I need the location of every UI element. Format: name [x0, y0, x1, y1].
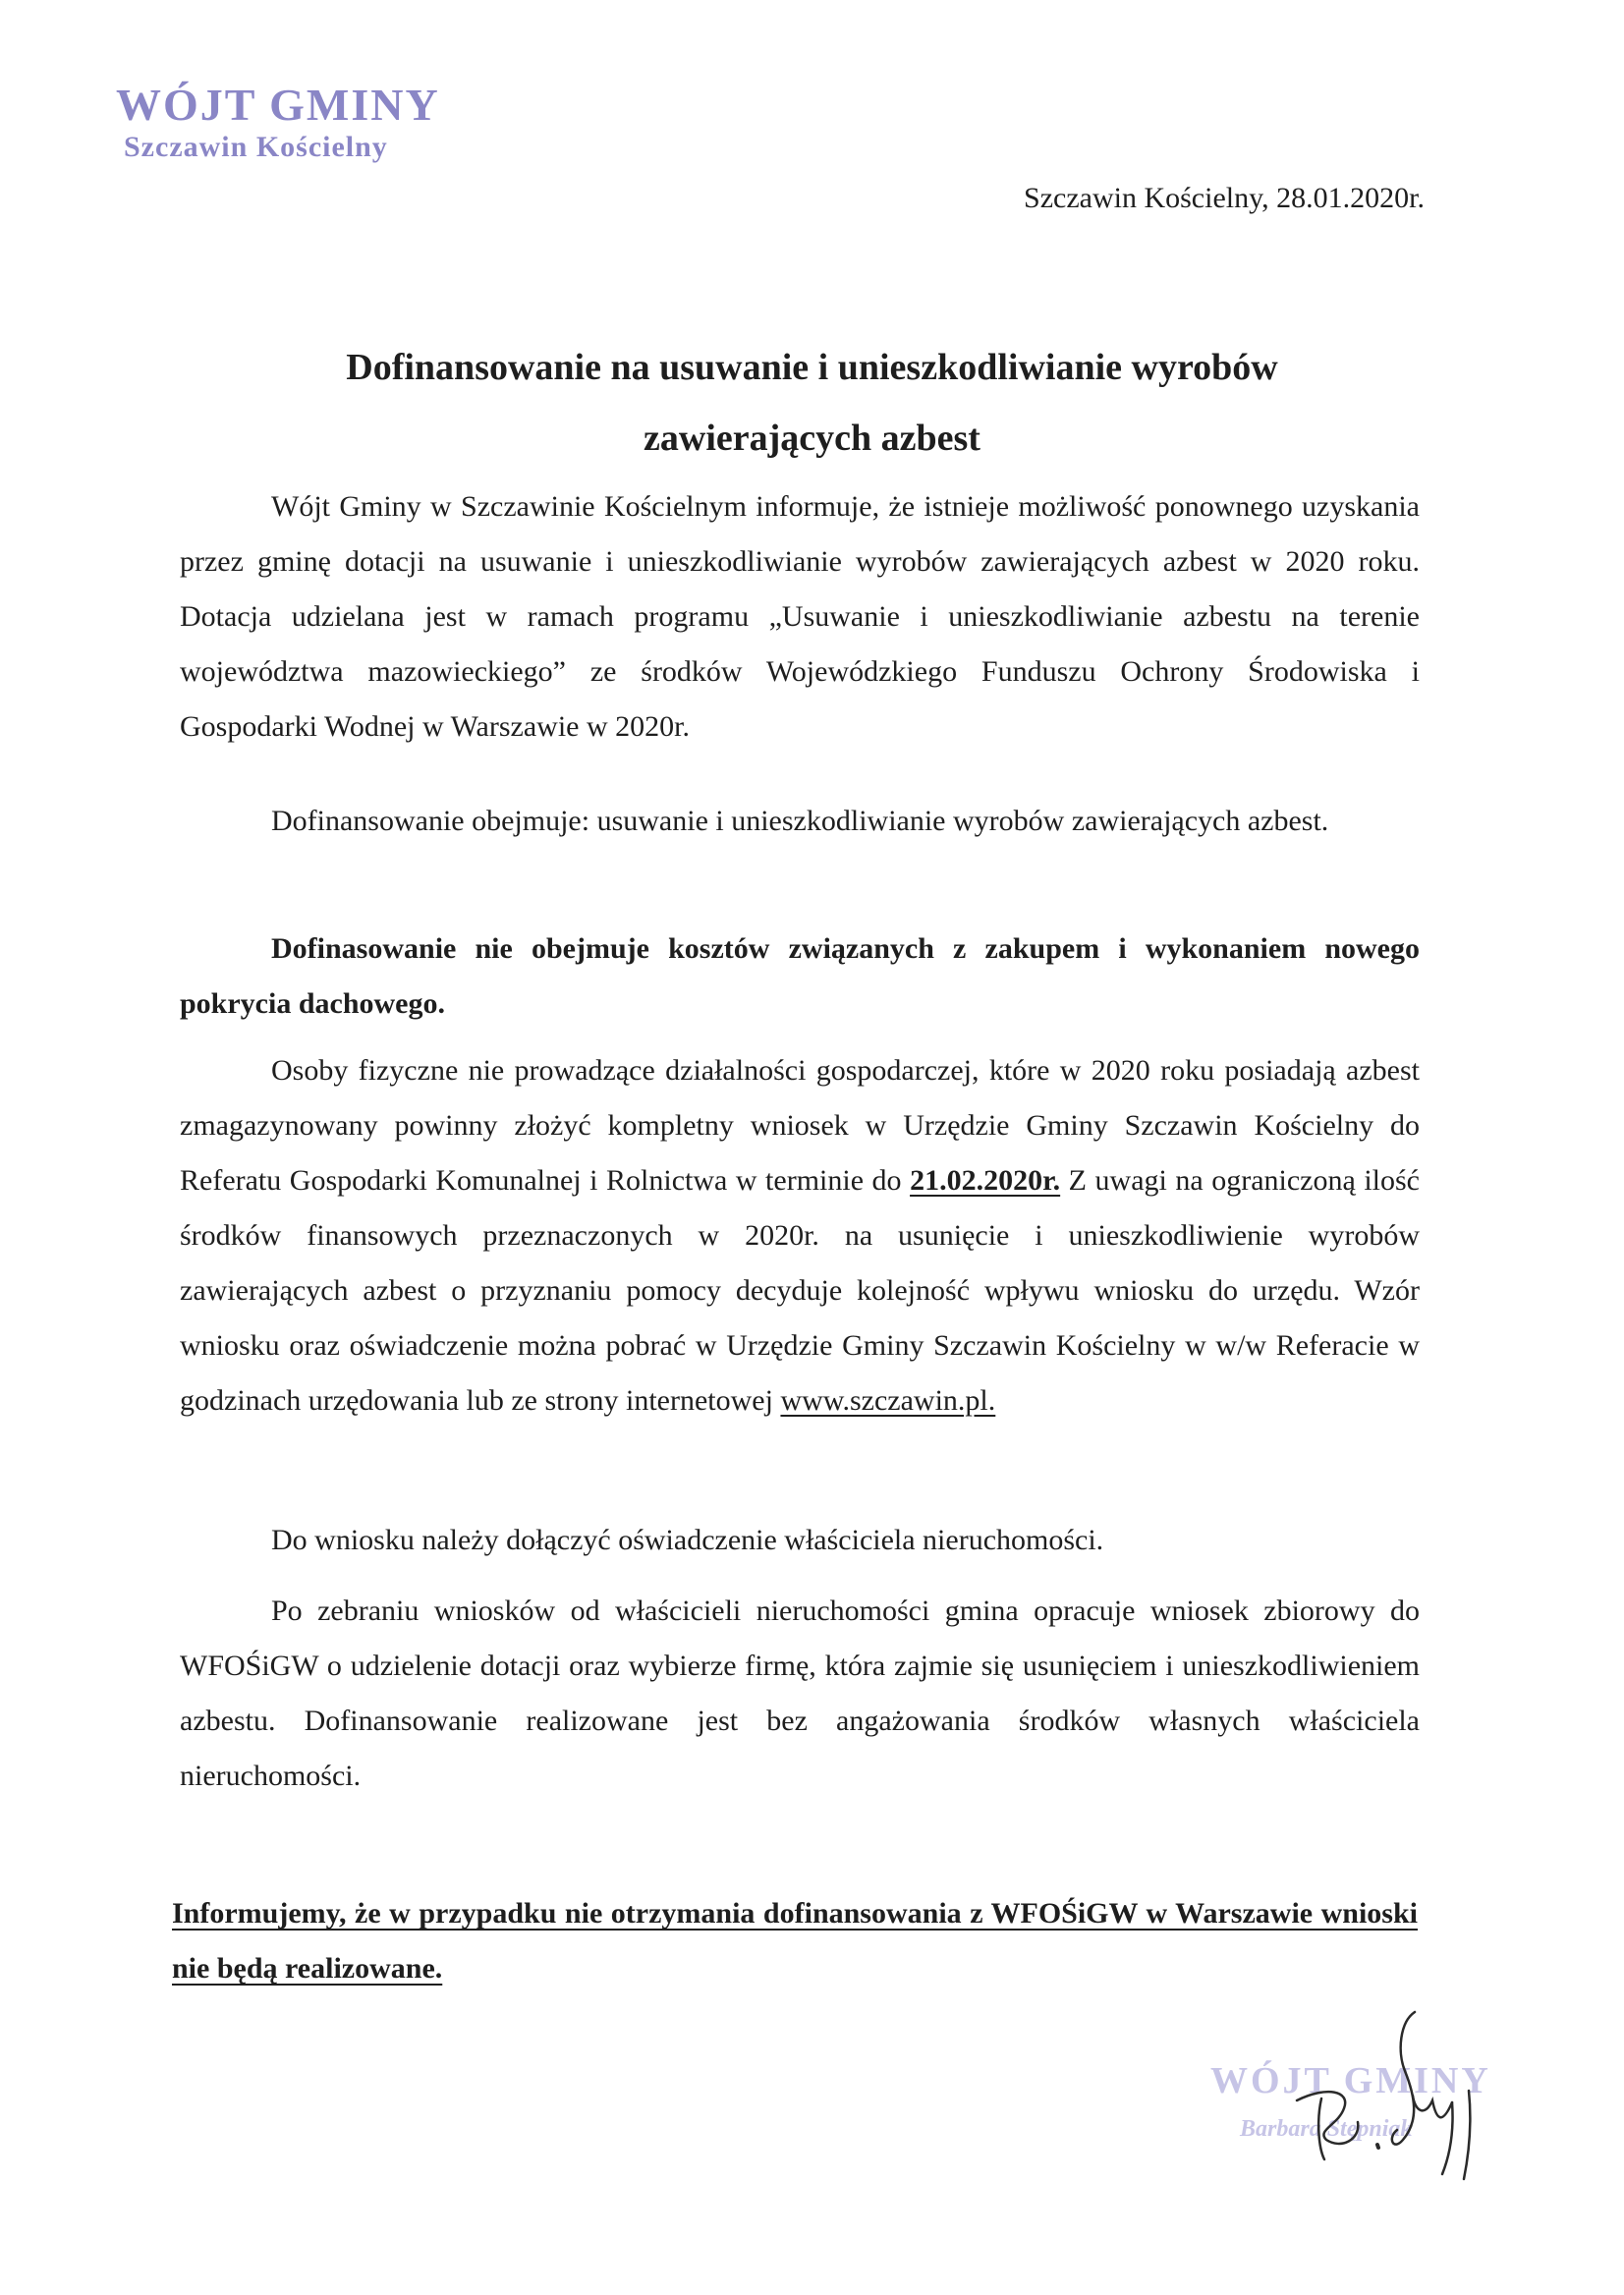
document-title [196, 332, 1428, 474]
paragraph-procedure: Po zebraniu wniosków od właścicieli nieruchomości gmina opracuje wniosek zbiorowy do WFOŚiGW o udzielenie dotacji oraz wybierze firmę, która zajmie się usunięciem i unieszkodliwieniem azbestu. Dofinansowanie realizowane jest bez angażowania środków własnych właściciela nieruchomości. [180, 1595, 1420, 1792]
paragraph-intro: Wójt Gminy w Szczawinie Kościelnym informuje, że istnieje możliwość ponownego uzyskania przez gminę dotacji na usuwanie i unieszkodliwianie wyrobów zawierających azbest w 2020 roku. Dotacja udzielana jest w ramach programu „Usuwanie i unieszkodliwianie azbestu na terenie województwa mazowieckiego” ze środków Wojewódzkiego Funduszu Ochrony Środowiska i Gospodarki Wodnej w Warszawie w 2020r. [180, 490, 1420, 743]
application-text-2: Z uwagi na ograniczoną ilość środków finansowych przeznaczonych w 2020r. na usunięcie i unieszkodliwienie wyrobów zawierających azbest o przyznaniu pomocy decyduje kolejność wpływu wniosku do urzędu. Wzór wniosku oraz oświadczenie można pobrać w Urzędzie Gminy Szczawin Kościelny w w/w Referacie w godzinach urzędowania lub ze strony internetowej [180, 1164, 1420, 1417]
website-link[interactable]: www.szczawin.pl. [780, 1384, 996, 1417]
stamp-title: WÓJT GMINY [116, 80, 440, 130]
signature-scribble-icon [1267, 1992, 1493, 2189]
place-date: Szczawin Kościelny, 28.01.2020r. [1024, 182, 1425, 214]
header-stamp [116, 81, 440, 163]
application-deadline: 21.02.2020r. [910, 1164, 1061, 1197]
paragraph-attachment: Do wniosku należy dołączyć oświadczenie właściciela nieruchomości. [271, 1524, 1104, 1556]
title-line-1: Dofinansowanie na usuwanie i unieszkodliwianie wyrobów [346, 347, 1278, 388]
application-text-1: Osoby fizyczne nie prowadzące działalności gospodarczej, które w 2020 roku posiadają azbest zmagazynowany powinny złożyć kompletny wniosek w Urzędzie Gminy Szczawin Kościelny do Referatu Gospodarki Komunalnej i Rolnictwa w terminie do [180, 1054, 1420, 1197]
closing-notice: Informujemy, że w przypadku nie otrzymania dofinansowania z WFOŚiGW w Warszawie wnioski nie będą realizowane. [172, 1897, 1418, 1985]
title-line-2: zawierających azbest [644, 418, 980, 459]
signature-stamp-title: WÓJT GMINY [1210, 2060, 1491, 2101]
signature-stamp-name: Barbara Stępniak [1240, 2116, 1413, 2142]
paragraph-application [180, 1043, 1420, 1428]
paragraph-exclusion: Dofinasowanie nie obejmuje kosztów związanych z zakupem i wykonaniem nowego pokrycia dachowego. [180, 932, 1420, 1020]
handwritten-signature [1267, 1992, 1493, 2194]
stamp-municipality: Szczawin Kościelny [124, 130, 388, 163]
paragraph-scope: Dofinansowanie obejmuje: usuwanie i unieszkodliwianie wyrobów zawierających azbest. [271, 805, 1329, 837]
